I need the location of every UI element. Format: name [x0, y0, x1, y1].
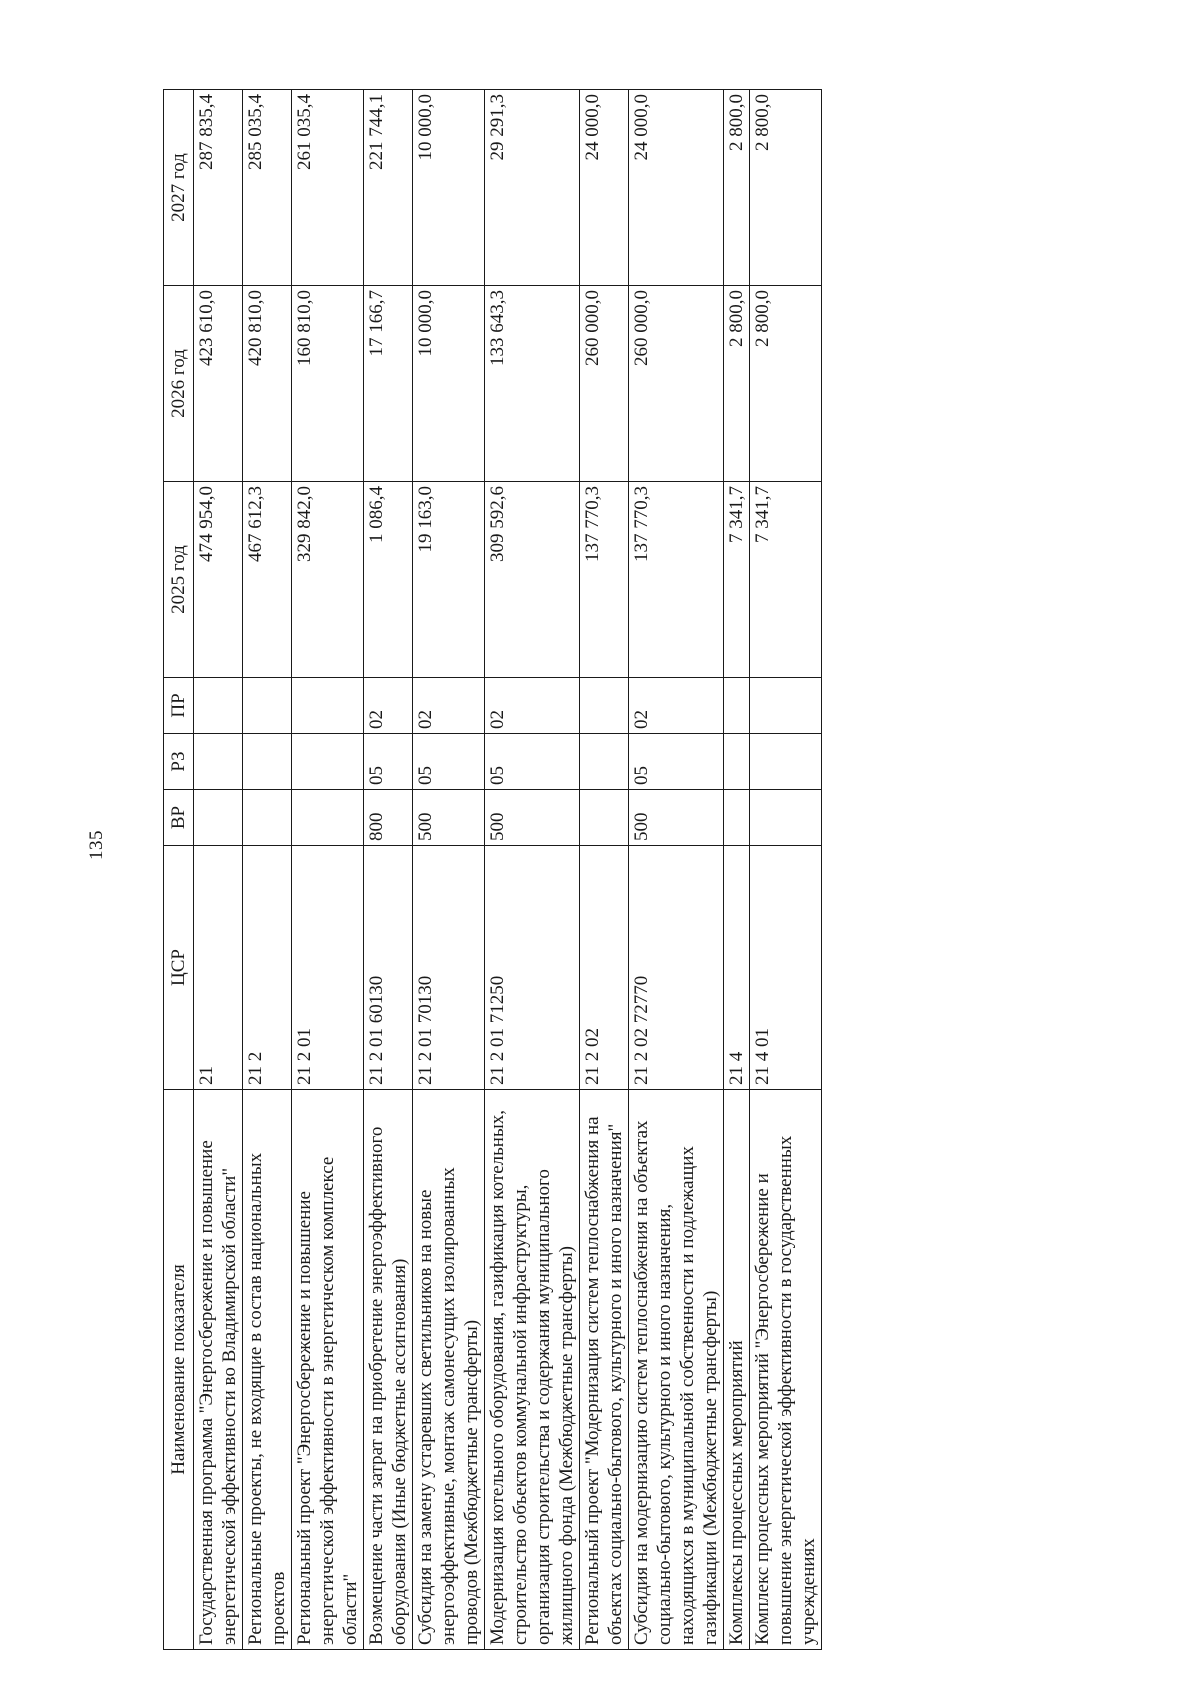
- cell-vr: [243, 790, 292, 846]
- cell-vr: [580, 790, 629, 846]
- cell-2026: 423 610,0: [194, 286, 243, 482]
- table-row: [413, 90, 485, 1650]
- cell-csr: 21 4: [724, 846, 750, 1090]
- header-csr: ЦСР: [164, 846, 194, 1090]
- cell-pr: 02: [629, 678, 724, 734]
- cell-rz: 05: [629, 734, 724, 790]
- table-row: [243, 90, 292, 1650]
- header-2025: 2025 год: [164, 482, 194, 678]
- cell-2026: 2 800,0: [724, 286, 750, 482]
- cell-rz: 05: [413, 734, 485, 790]
- cell-rz: 05: [364, 734, 413, 790]
- cell-2027: 2 800,0: [724, 90, 750, 286]
- cell-csr: 21 2 01 60130: [364, 846, 413, 1090]
- cell-vr: [292, 790, 364, 846]
- cell-name: Комплексы процессных мероприятий: [724, 1090, 750, 1650]
- budget-table-container: [163, 90, 1073, 1650]
- cell-csr: 21 2 01 71250: [485, 846, 580, 1090]
- cell-2025: 19 163,0: [413, 482, 485, 678]
- cell-name: Региональный проект "Энергосбережение и повышение энергетической эффективности в энергетическом комплексе области": [292, 1090, 364, 1650]
- header-rz: РЗ: [164, 734, 194, 790]
- table-header-row: [164, 90, 194, 1650]
- cell-csr: 21 2 02: [580, 846, 629, 1090]
- cell-rz: 05: [485, 734, 580, 790]
- table-row: [194, 90, 243, 1650]
- cell-rz: [580, 734, 629, 790]
- cell-pr: 02: [485, 678, 580, 734]
- cell-2025: 7 341,7: [750, 482, 822, 678]
- cell-vr: 500: [629, 790, 724, 846]
- table-row: [724, 90, 750, 1650]
- budget-table: [163, 89, 822, 1650]
- cell-pr: 02: [364, 678, 413, 734]
- cell-2026: 10 000,0: [413, 286, 485, 482]
- header-vr: ВР: [164, 790, 194, 846]
- header-2027: 2027 год: [164, 90, 194, 286]
- cell-2025: 309 592,6: [485, 482, 580, 678]
- cell-rz: [750, 734, 822, 790]
- cell-name: Субсидия на замену устаревших светильников на новые энергоэффективные, монтаж самонесущих изолированных проводов (Межбюджетные трансферты): [413, 1090, 485, 1650]
- cell-rz: [194, 734, 243, 790]
- cell-name: Субсидия на модернизацию систем теплоснабжения на объектах социально-бытового, культурного и иного назначения, находящихся в муниципальной собственности и подлежащих газификации (Межбюджетные трансферты): [629, 1090, 724, 1650]
- cell-name: Комплекс процессных мероприятий "Энергосбережение и повышение энергетической эффективности в государственных учреждениях: [750, 1090, 822, 1650]
- cell-2027: 287 835,4: [194, 90, 243, 286]
- cell-csr: 21 2 02 72770: [629, 846, 724, 1090]
- table-row: [292, 90, 364, 1650]
- cell-vr: [194, 790, 243, 846]
- table-row: [629, 90, 724, 1650]
- cell-pr: [724, 678, 750, 734]
- cell-csr: 21 2 01: [292, 846, 364, 1090]
- cell-vr: 800: [364, 790, 413, 846]
- cell-2027: 221 744,1: [364, 90, 413, 286]
- table-row: [485, 90, 580, 1650]
- cell-csr: 21: [194, 846, 243, 1090]
- cell-pr: [580, 678, 629, 734]
- cell-name: Региональный проект "Модернизация систем теплоснабжения на объектах социально-бытового, культурного и иного назначения": [580, 1090, 629, 1650]
- cell-2025: 1 086,4: [364, 482, 413, 678]
- cell-csr: 21 2: [243, 846, 292, 1090]
- cell-2026: 2 800,0: [750, 286, 822, 482]
- cell-2025: 474 954,0: [194, 482, 243, 678]
- cell-pr: 02: [413, 678, 485, 734]
- header-name: Наименование показателя: [164, 1090, 194, 1650]
- cell-2027: 10 000,0: [413, 90, 485, 286]
- cell-pr: [750, 678, 822, 734]
- cell-2027: 24 000,0: [580, 90, 629, 286]
- table-row: [580, 90, 629, 1650]
- header-2026: 2026 год: [164, 286, 194, 482]
- cell-2026: 260 000,0: [629, 286, 724, 482]
- cell-pr: [292, 678, 364, 734]
- cell-2026: 160 810,0: [292, 286, 364, 482]
- cell-pr: [243, 678, 292, 734]
- cell-csr: 21 2 01 70130: [413, 846, 485, 1090]
- cell-pr: [194, 678, 243, 734]
- cell-vr: 500: [485, 790, 580, 846]
- cell-vr: [750, 790, 822, 846]
- table-row: [750, 90, 822, 1650]
- cell-2027: 29 291,3: [485, 90, 580, 286]
- cell-2027: 285 035,4: [243, 90, 292, 286]
- cell-name: Возмещение части затрат на приобретение энергоэффективного оборудования (Иные бюджетные ассигнования): [364, 1090, 413, 1650]
- page-number: 135: [86, 830, 107, 860]
- cell-2026: 420 810,0: [243, 286, 292, 482]
- table-row: [364, 90, 413, 1650]
- cell-2026: 17 166,7: [364, 286, 413, 482]
- cell-rz: [292, 734, 364, 790]
- header-pr: ПР: [164, 678, 194, 734]
- cell-csr: 21 4 01: [750, 846, 822, 1090]
- cell-2026: 260 000,0: [580, 286, 629, 482]
- cell-rz: [243, 734, 292, 790]
- cell-2025: 467 612,3: [243, 482, 292, 678]
- cell-vr: [724, 790, 750, 846]
- cell-2027: 24 000,0: [629, 90, 724, 286]
- cell-vr: 500: [413, 790, 485, 846]
- cell-2027: 2 800,0: [750, 90, 822, 286]
- cell-rz: [724, 734, 750, 790]
- cell-2025: 7 341,7: [724, 482, 750, 678]
- cell-name: Модернизация котельного оборудования, газификация котельных, строительство объектов коммунальной инфраструктуры, организация строительства и содержания муниципального жилищного фонда (Межбюджетные трансферты): [485, 1090, 580, 1650]
- cell-2027: 261 035,4: [292, 90, 364, 286]
- cell-2025: 137 770,3: [629, 482, 724, 678]
- cell-2025: 329 842,0: [292, 482, 364, 678]
- cell-name: Региональные проекты, не входящие в состав национальных проектов: [243, 1090, 292, 1650]
- cell-2025: 137 770,3: [580, 482, 629, 678]
- cell-2026: 133 643,3: [485, 286, 580, 482]
- cell-name: Государственная программа "Энергосбережение и повышение энергетической эффективности во Владимирской области": [194, 1090, 243, 1650]
